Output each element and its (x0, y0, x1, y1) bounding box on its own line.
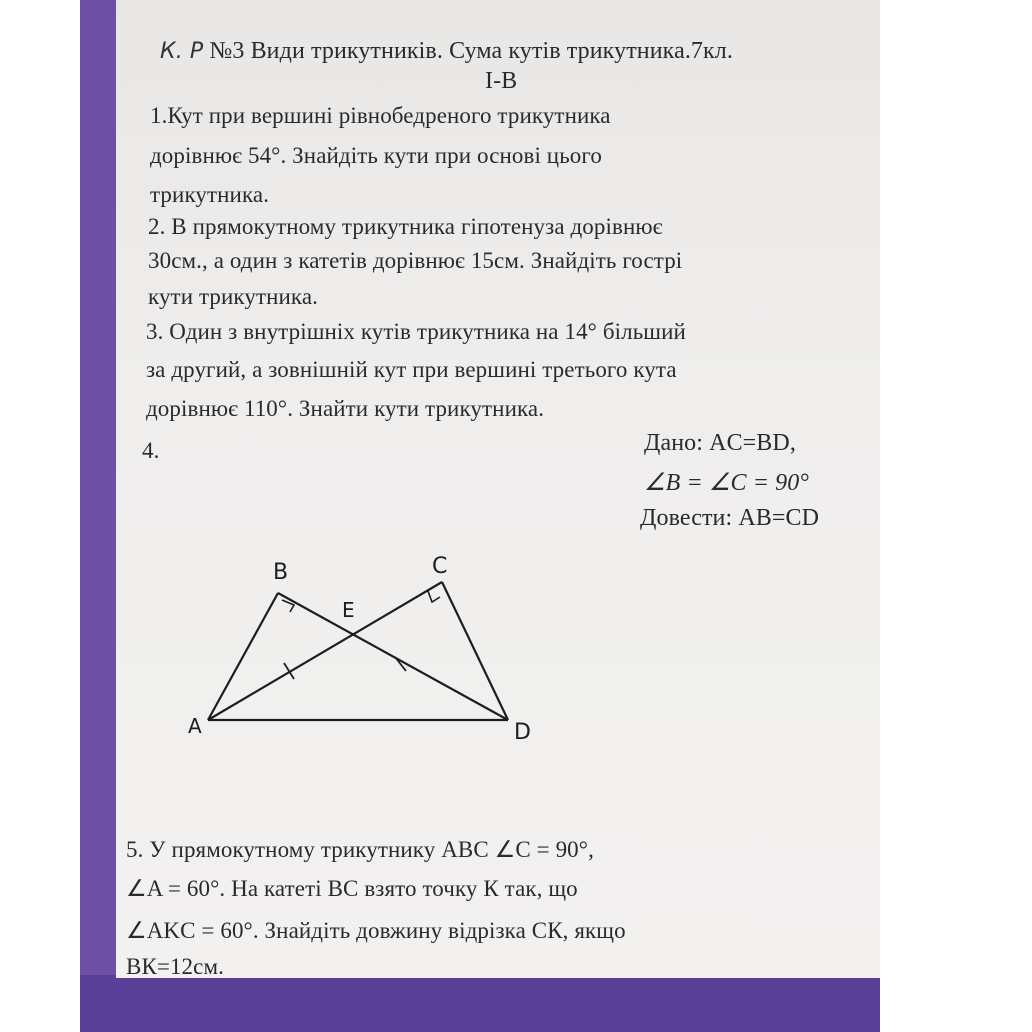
problem2-line3: кути трикутника. (148, 284, 319, 309)
label-b: B (273, 560, 289, 585)
label-c: C (432, 554, 448, 579)
background-right (880, 0, 1032, 1032)
worksheet-title (160, 38, 733, 65)
problem5-line3: ∠AKC = 60°. Знайдіть довжину відрізка СК, якщо (126, 918, 626, 943)
title-text: №3 Види трикутників. Сума кутів трикутника.7кл. (203, 38, 733, 64)
segment-cd (442, 582, 508, 720)
problem4-angles: ∠B = ∠C = 90° (644, 470, 809, 496)
background-bottom (80, 975, 880, 1032)
problem2-line1: 2. В прямокутному трикутника гіпотенуза дорівнює (148, 214, 663, 239)
label-a: A (188, 714, 202, 738)
problem1-line3: трикутника. (150, 182, 270, 207)
problem3-line1: 3. Один з внутрішніх кутів трикутника на 14° більший (146, 319, 686, 344)
problem5-line4: ВК=12см. (126, 954, 224, 979)
background-left (80, 0, 120, 1032)
problem3-line2: за другий, а зовнішній кут при вершині третього кута (146, 357, 677, 382)
problem1-line2: дорівнює 54°. Знайдіть кути при основі цього (150, 143, 602, 168)
geometry-figure (170, 545, 590, 755)
problem5-line1: 5. У прямокутному трикутнику ABC ∠C = 90°, (126, 837, 594, 862)
problem4-number: 4. (142, 438, 160, 463)
problem3-line3: дорівнює 110°. Знайти кути трикутника. (146, 396, 545, 421)
problem4-prove: Довести: AB=CD (640, 505, 820, 531)
kr-label: К. Р (160, 39, 204, 64)
problem5-line2: ∠A = 60°. На катеті BC взято точку К так, що (126, 876, 578, 901)
problem2-line2: 30см., а один з катетів дорівнює 15см. Знайдіть гострі (148, 248, 683, 273)
problem4-given: Дано: AC=BD, (644, 430, 796, 456)
variant-label: I-В (485, 68, 518, 94)
segment-ab (208, 593, 278, 720)
label-e: E (342, 598, 355, 622)
right-angle-mark-c (428, 591, 440, 602)
segment-ac (208, 582, 442, 720)
label-d: D (514, 720, 531, 745)
problem1-line1: 1.Кут при вершині рівнобедреного трикутника (150, 103, 611, 128)
